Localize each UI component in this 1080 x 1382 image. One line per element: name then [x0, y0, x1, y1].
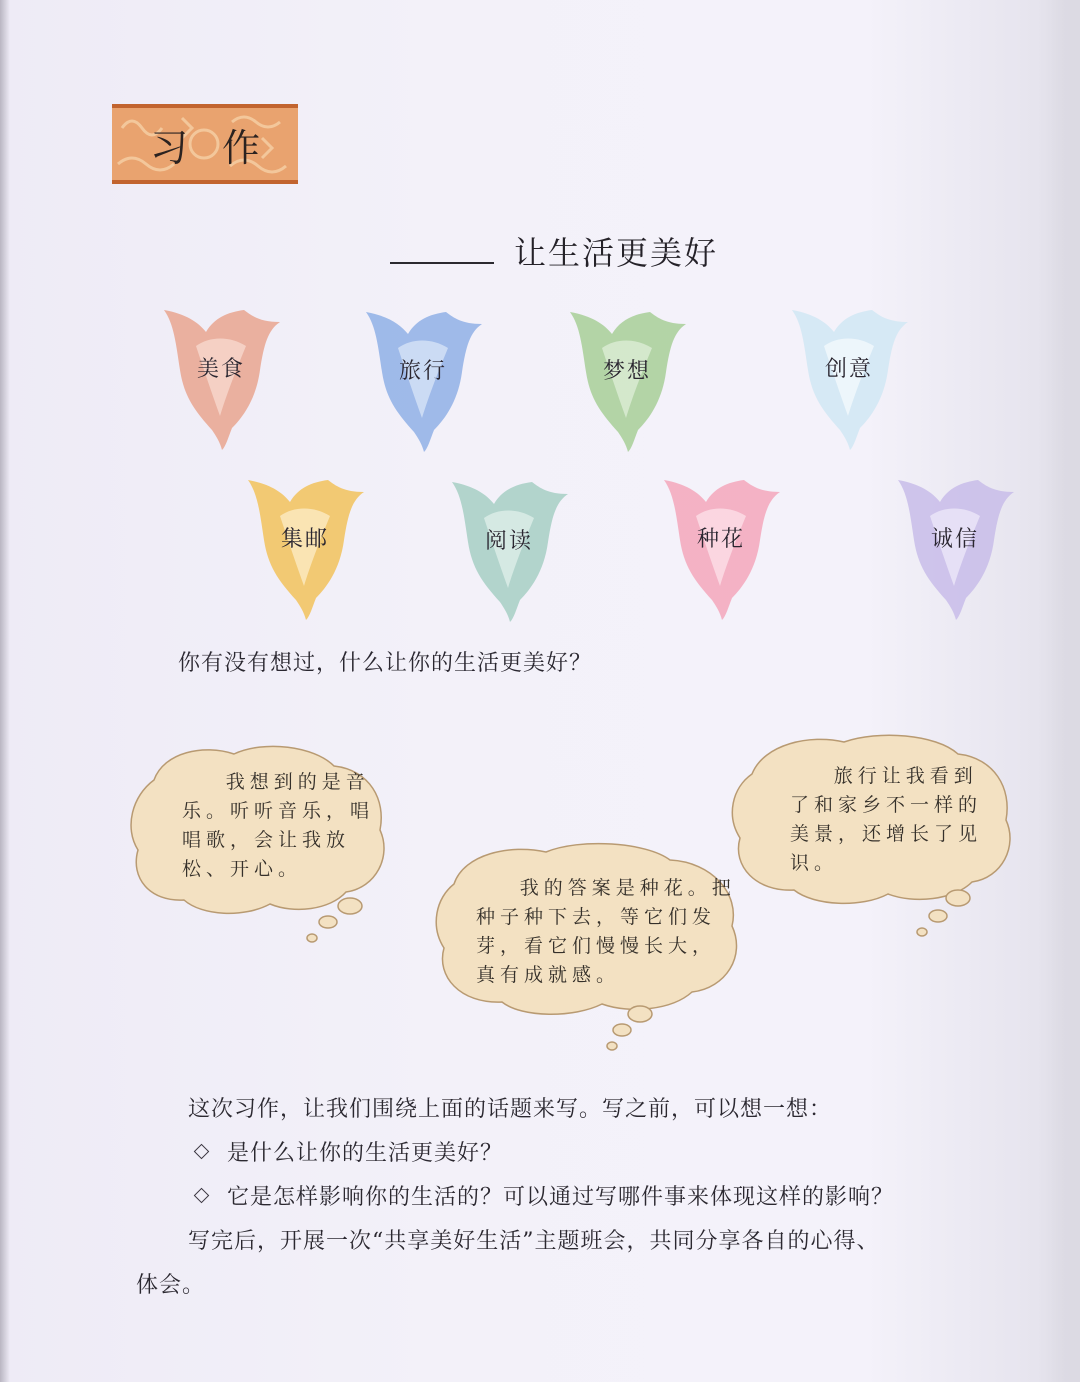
topic-flower-stamps	[240, 470, 370, 620]
topic-flower-honesty	[890, 470, 1020, 620]
topic-flower-food	[156, 300, 286, 450]
topic-label: 旅行	[398, 359, 447, 384]
diamond-bullet-icon	[194, 1144, 210, 1160]
page-edge	[1050, 0, 1080, 1382]
topic-flower-gardening	[656, 470, 786, 620]
thought-bubble-travel	[726, 730, 1016, 945]
bubble-text: 我想到的是音乐。听听音乐，唱唱歌，会让我放松、开心。	[182, 771, 375, 880]
diamond-bullet-icon	[194, 1188, 210, 1204]
title-blank-line	[390, 262, 494, 264]
thought-bubble-flowers	[430, 838, 750, 1058]
topic-flower-dream	[562, 302, 692, 452]
point-text: 是什么让你的生活更美好？	[227, 1141, 504, 1166]
topic-label: 梦想	[602, 359, 651, 384]
title-text: 让生活更美好	[514, 234, 719, 272]
bubble-text: 我的答案是种花。把种子种下去，等它们发芽，看它们慢慢长大，真有成就感。	[476, 877, 736, 986]
instructions-closing: 写完后，开展一次“共享美好生活”主题班会，共同分享各自的心得、	[188, 1229, 880, 1254]
instructions-intro: 这次习作，让我们围绕上面的话题来写。写之前，可以想一想：	[188, 1097, 833, 1122]
topic-label: 创意	[824, 357, 873, 382]
topic-label: 集邮	[280, 527, 329, 552]
topic-flower-creativity	[784, 300, 914, 450]
topic-label: 阅读	[484, 529, 533, 554]
spine-shadow	[0, 0, 10, 1382]
topic-flower-travel	[358, 302, 488, 452]
thought-bubble-music	[124, 740, 394, 950]
topic-label: 美食	[196, 357, 245, 382]
section-title: 习作	[149, 125, 294, 170]
bubble-text: 旅行让我看到了和家乡不一样的美景，还增长了见识。	[790, 765, 983, 874]
instruction-point	[188, 1136, 503, 1167]
instruction-point	[188, 1180, 894, 1211]
topic-label: 诚信	[930, 527, 979, 552]
point-text: 它是怎样影响你的生活的？可以通过写哪件事来体现这样的影响？	[227, 1185, 895, 1210]
section-tag	[112, 104, 298, 184]
topic-label: 种花	[696, 527, 745, 552]
topic-flower-reading	[444, 472, 574, 622]
instructions-closing-end: 体会。	[136, 1273, 206, 1298]
page-title	[390, 224, 718, 274]
prompt-question: 你有没有想过，什么让你的生活更美好？	[178, 651, 593, 676]
